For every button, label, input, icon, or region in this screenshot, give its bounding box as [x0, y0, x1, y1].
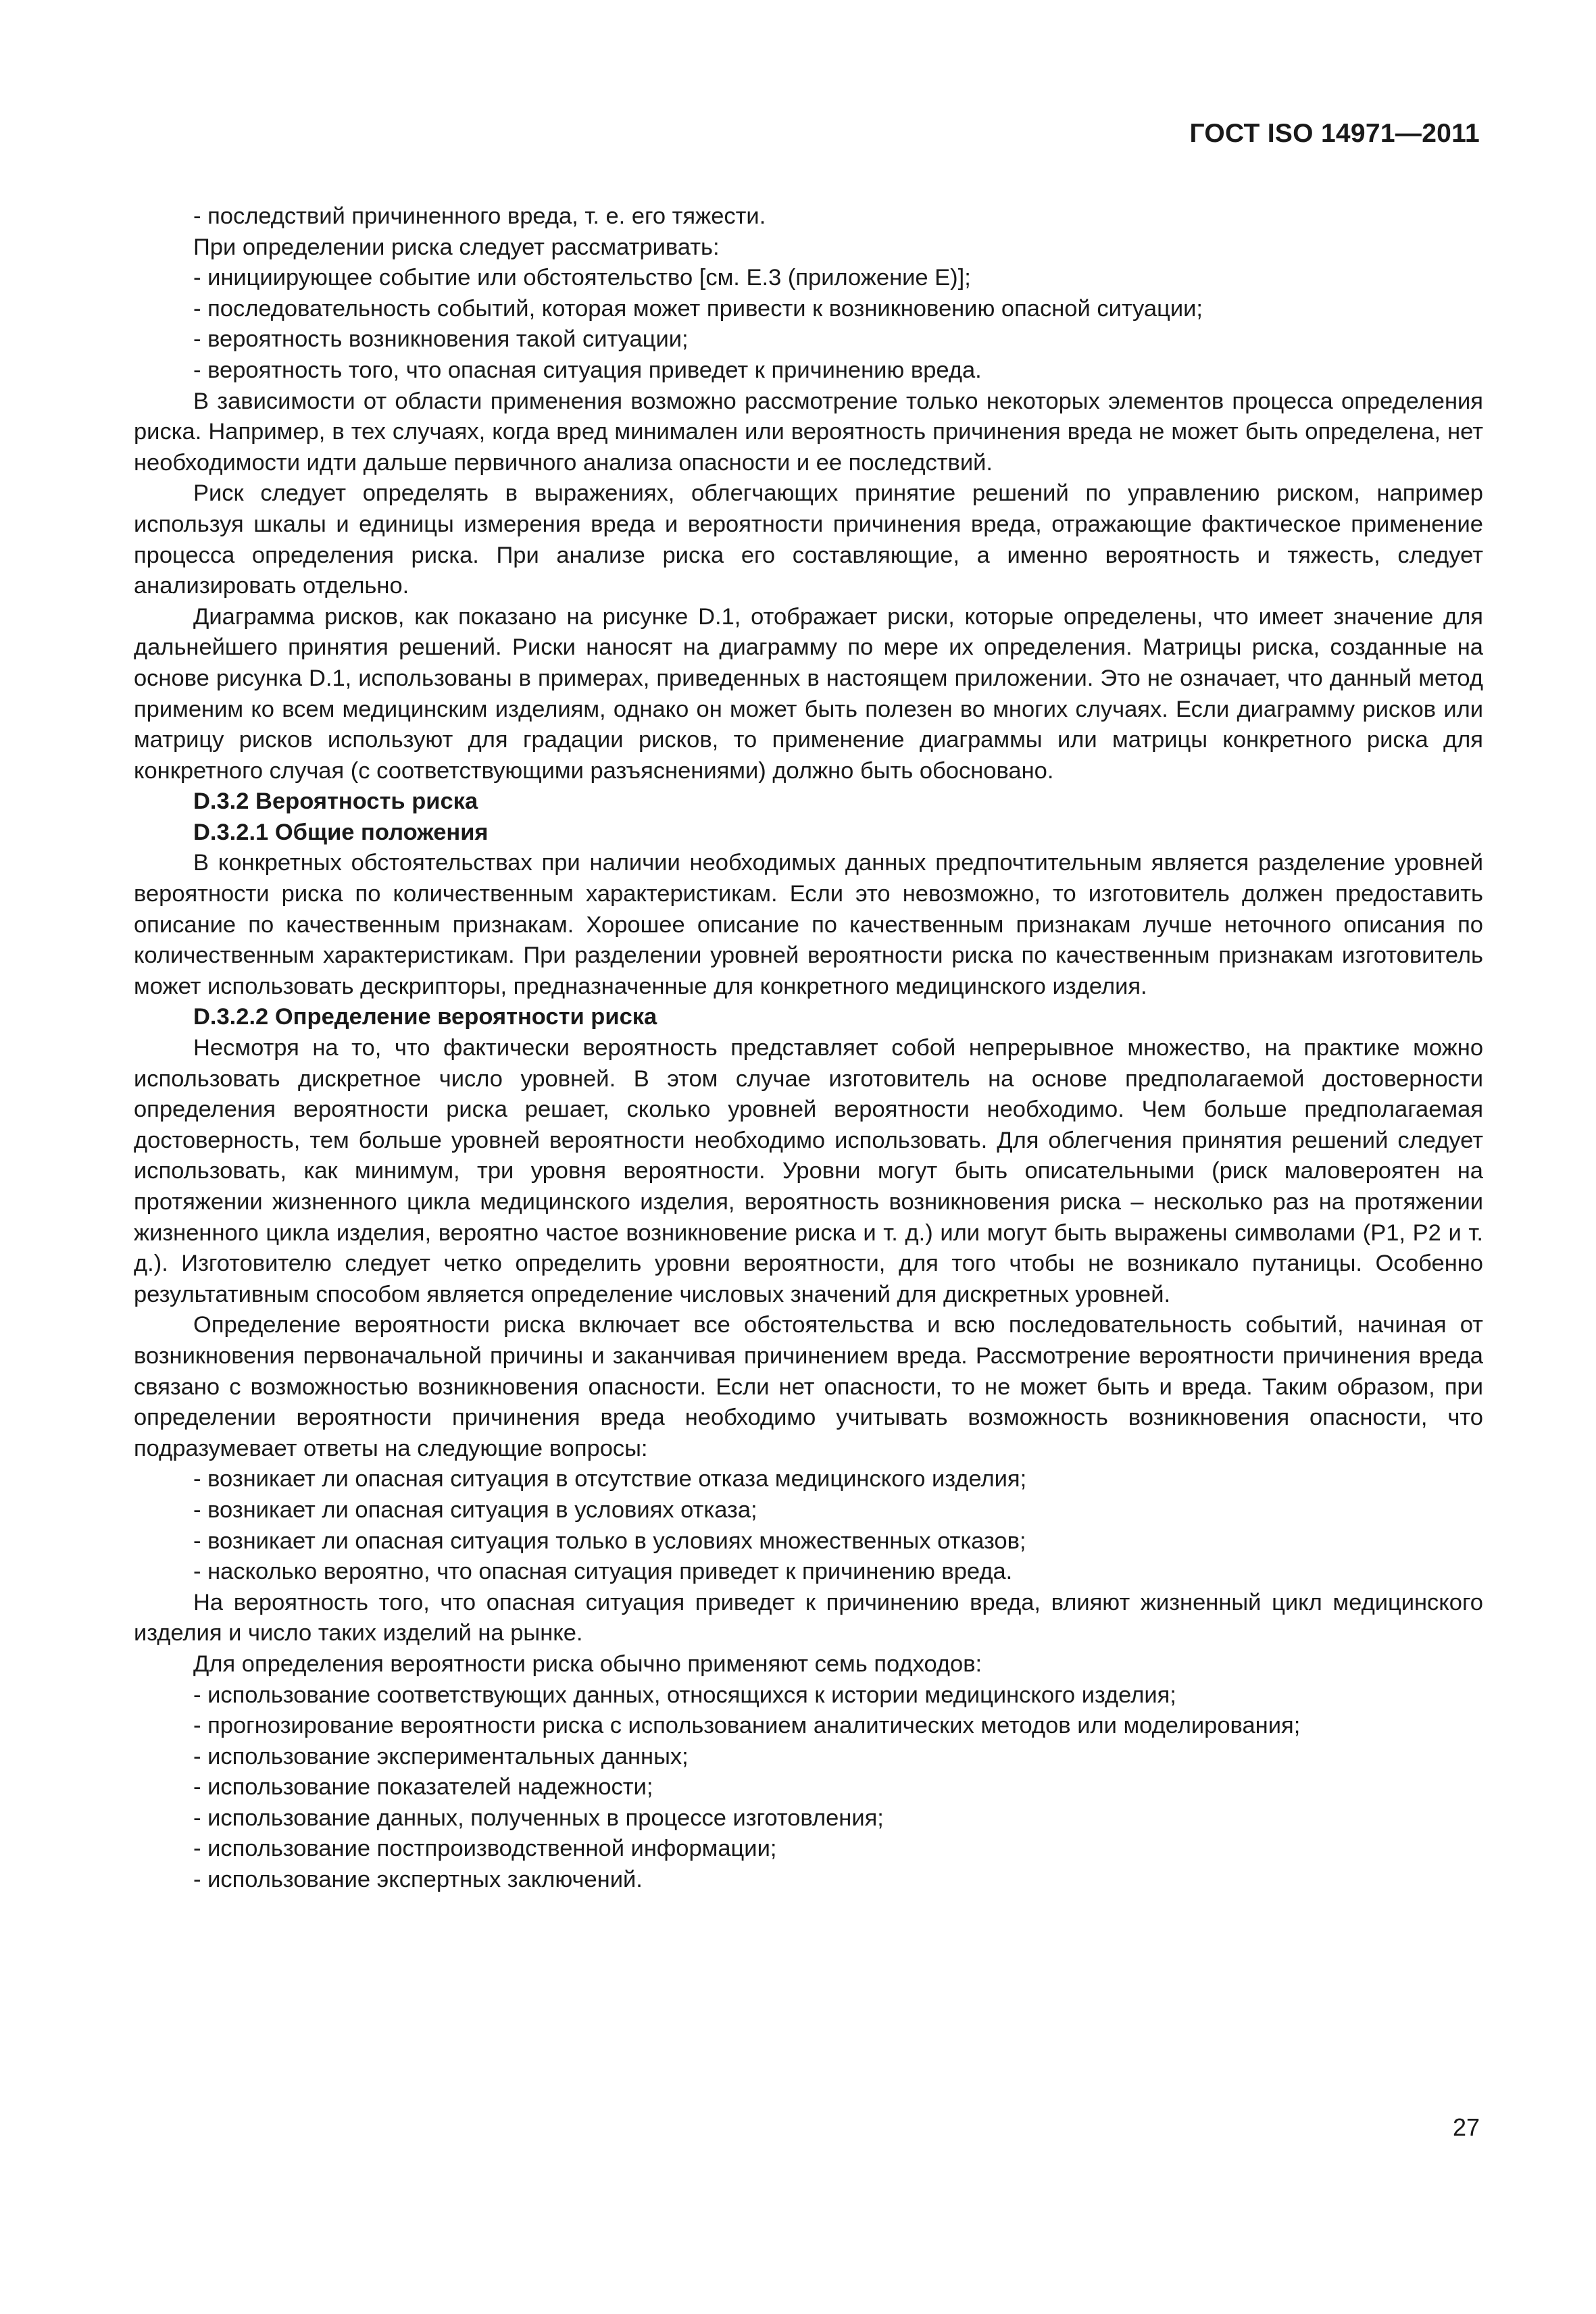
- body-paragraph: Диаграмма рисков, как показано на рисунке D.1, отображает риски, которые определены, что имеет значение для дальнейшего принятия решений. Риски наносят на диаграмму по мере их определения. Матрицы риска, созданные на основе рисунка D.1, использованы в примерах, приведенных в настоящем приложении. Это не означает, что данный метод применим ко всем медицинским изделиям, однако он может быть полезен во многих случаях. Если диаграмму рисков или матрицу рисков используют для градации рисков, то применение диаграммы или матрицы конкретного риска для конкретного случая (с соответствующими разъяснениями) должно быть обосновано.: [134, 603, 1483, 784]
- section-heading: D.3.2.2 Определение вероятности риска: [193, 1004, 657, 1030]
- standard-code-header: ГОСТ ISO 14971—2011: [1189, 119, 1480, 148]
- list-item: - возникает ли опасная ситуация в отсутствие отказа медицинского изделия;: [193, 1466, 1027, 1492]
- body-paragraph: В зависимости от области применения возможно рассмотрение только некоторых элементов процесса определения риска. Например, в тех случаях, когда вред минимален или вероятность причинения вреда не может быть определена, нет необходимости идти дальше первичного анализа опасности и ее последствий.: [134, 388, 1483, 476]
- list-item: - насколько вероятно, что опасная ситуация приведет к причинению вреда.: [193, 1559, 1013, 1585]
- list-item: - вероятность возникновения такой ситуации;: [193, 326, 689, 353]
- list-item: Для определения вероятности риска обычно применяют семь подходов:: [193, 1651, 982, 1677]
- list-item: - использование экспериментальных данных;: [193, 1743, 689, 1769]
- document-body: [134, 201, 1483, 1896]
- list-item: - использование данных, полученных в процессе изготовления;: [193, 1805, 884, 1831]
- list-item: - возникает ли опасная ситуация только в условиях множественных отказов;: [193, 1528, 1026, 1554]
- body-paragraph: Риск следует определять в выражениях, облегчающих принятие решений по управлению риском, например используя шкалы и единицы измерения вреда и вероятности причинения вреда, отражающие фактическое применение процесса определения риска. При анализе риска его составляющие, а именно вероятность и тяжесть, следует анализировать отдельно.: [134, 480, 1483, 599]
- list-item: - использование соответствующих данных, относящихся к истории медицинского изделия;: [193, 1682, 1176, 1708]
- list-item: - использование показателей надежности;: [193, 1774, 653, 1801]
- body-paragraph: В конкретных обстоятельствах при наличии необходимых данных предпочтительным является разделение уровней вероятности риска по количественным характеристикам. Если это невозможно, то изготовитель должен предоставить описание по качественным признакам. Хорошее описание по качественным признакам лучше неточного описания по количественным характеристикам. При разделении уровней вероятности риска по качественным признакам изготовитель может использовать дескрипторы, предназначенные для конкретного медицинского изделия.: [134, 850, 1483, 999]
- page-number: 27: [1452, 2113, 1480, 2141]
- list-item: - прогнозирование вероятности риска с использованием аналитических методов или моделирования;: [193, 1713, 1301, 1739]
- list-item: - инициирующее событие или обстоятельство [см. E.3 (приложение E)];: [193, 265, 971, 291]
- list-item: - последствий причиненного вреда, т. е. его тяжести.: [193, 203, 766, 229]
- body-paragraph: Определение вероятности риска включает все обстоятельства и всю последовательность событий, начиная от возникновения первоначальной причины и заканчивая причинением вреда. Рассмотрение вероятности причинения вреда связано с возможностью возникновения опасности. Если нет опасности, то не может быть и вреда. Таким образом, при определении вероятности причинения вреда необходимо учитывать возможность возникновения опасности, что подразумевает ответы на следующие вопросы:: [134, 1312, 1483, 1461]
- list-item: - последовательность событий, которая может привести к возникновению опасной ситуации;: [193, 295, 1203, 322]
- section-heading: D.3.2 Вероятность риска: [193, 788, 478, 815]
- list-item: - вероятность того, что опасная ситуация приведет к причинению вреда.: [193, 357, 982, 383]
- list-item: - использование постпроизводственной информации;: [193, 1836, 777, 1862]
- body-paragraph: Несмотря на то, что фактически вероятность представляет собой непрерывное множество, на практике можно использовать дискретное число уровней. В этом случае изготовитель на основе предполагаемой достоверности определения вероятности риска решает, сколько уровней вероятности необходимо. Чем больше предполагаемая достоверность, тем больше уровней вероятности необходимо использовать. Для облегчения принятия решений следует использовать, как минимум, три уровня вероятности. Уровни могут быть описательными (риск маловероятен на протяжении жизненного цикла медицинского изделия, вероятность возникновения риска – несколько раз на протяжении жизненного цикла изделия, вероятно частое возникновение риска и т. д.) или могут быть выражены символами (P1, P2 и т. д.). Изготовителю следует четко определить уровни вероятности, для того чтобы не возникало путаницы. Особенно результативным способом является определение числовых значений для дискретных уровней.: [134, 1035, 1483, 1307]
- list-item: - использование экспертных заключений.: [193, 1867, 643, 1893]
- list-item: - возникает ли опасная ситуация в условиях отказа;: [193, 1496, 757, 1523]
- list-item: При определении риска следует рассматривать:: [193, 234, 720, 260]
- section-heading: D.3.2.1 Общие положения: [193, 819, 489, 845]
- body-paragraph: На вероятность того, что опасная ситуация приведет к причинению вреда, влияют жизненный цикл медицинского изделия и число таких изделий на рынке.: [134, 1589, 1483, 1646]
